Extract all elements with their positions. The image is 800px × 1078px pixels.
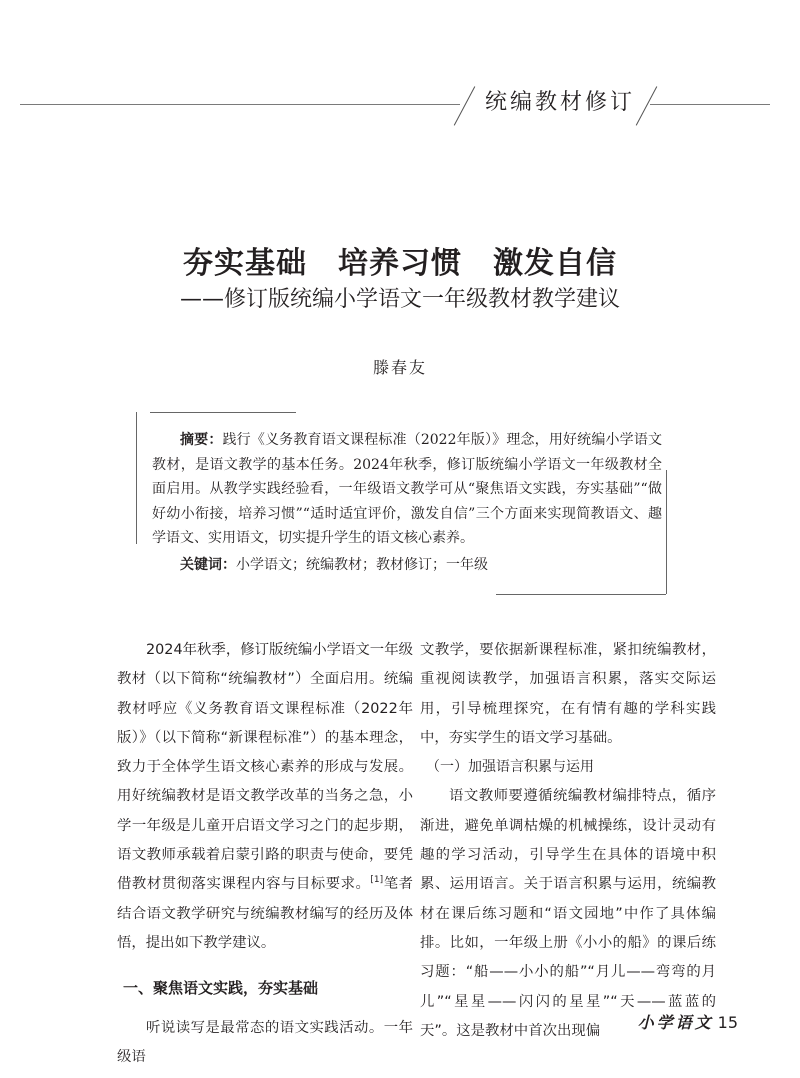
keywords-text: 小学语文；统编教材；教材修订；一年级 [236, 557, 488, 573]
abstract-frame-left [136, 412, 137, 544]
journal-name: 小学语文 [637, 1013, 714, 1032]
abstract [152, 428, 662, 551]
keywords-label: 关键词： [180, 557, 236, 573]
article-title: 夯实基础 培养习惯 激发自信 [183, 246, 617, 281]
paragraph-text: 笔者结合语文教学研究与统编教材编写的经历及体悟，提出如下教学建议。 [117, 876, 413, 951]
page-number: 15 [717, 1013, 738, 1032]
body-column-left [117, 636, 413, 1072]
section-header [0, 0, 800, 165]
article-subtitle: ——修订版统编小学语文一年级教材教学建议 [179, 287, 620, 312]
paragraph-text: 2024年秋季，修订版统编小学语文一年级教材（以下简称“统编教材”）全面启用。统编教材呼应《义务教育语文课程标准（2022年版）》（以下简称“新课程标准”）的基本理念，致力于全体学生语文核心素养的形成与发展。用好统编教材是语文教学改革的当务之急，小学一年级是儿童开启语文学习之门的起步期，语文教师承载着启蒙引路的职责与使命，要凭借教材贯彻落实课程内容与目标要求。 [117, 642, 413, 893]
body-column-right [420, 636, 716, 1046]
citation-ref: [1] [370, 875, 384, 886]
abstract-frame-bottom [496, 594, 666, 595]
keywords [180, 554, 660, 576]
subsection-heading: （一）加强语言积累与运用 [426, 759, 594, 776]
article-author: 滕春友 [372, 358, 427, 377]
abstract-text: 践行《义务教育语文课程标准（2022年版）》理念，用好统编小学语文教材，是语文教学的基本任务。2024年秋季，修订版统编小学语文一年级教材全面启用。从教学实践经验看，一年级语文教学可从“聚焦语文实践，夯实基础”“做好幼小衔接，培养习惯”“适时适宜评价，激发自信”三个方面来实现简教语文、趣学语文、实用语文，切实提升学生的语文核心素养。 [152, 432, 662, 546]
column-title: 统编教材修订 [484, 90, 635, 115]
paragraph: 听说读写是最常态的语文实践活动。一年级语 [117, 1019, 413, 1065]
header-rule [20, 104, 770, 105]
abstract-frame-right [666, 470, 667, 594]
paragraph: 语文教师要遵循统编教材编排特点，循序渐进，避免单调枯燥的机械操练，设计灵动有趣的学习活动，引导学生在具体的语境中积累、运用语言。关于语言积累与运用，统编教材在课后练习题和“语文园地”中作了具体编排。比如，一年级上册《小小的船》的课后练习题：“船——小小的船”“月儿——弯弯的月儿”“星星——闪闪的星星”“天——蓝蓝的天”。这是教材中首次出现偏 [420, 788, 716, 1039]
section-heading: 一、聚焦语文实践，夯实基础 [123, 979, 319, 998]
abstract-label: 摘要： [180, 432, 223, 448]
paragraph: 文教学，要依据新课程标准，紧扣统编教材，重视阅读教学，加强语言积累，落实交际运用，引导梳理探究，在有情有趣的学科实践中，夯实学生的语文学习基础。 [420, 642, 716, 746]
paragraph [117, 636, 413, 958]
page-footer [638, 1010, 738, 1033]
abstract-frame-top [150, 412, 296, 413]
